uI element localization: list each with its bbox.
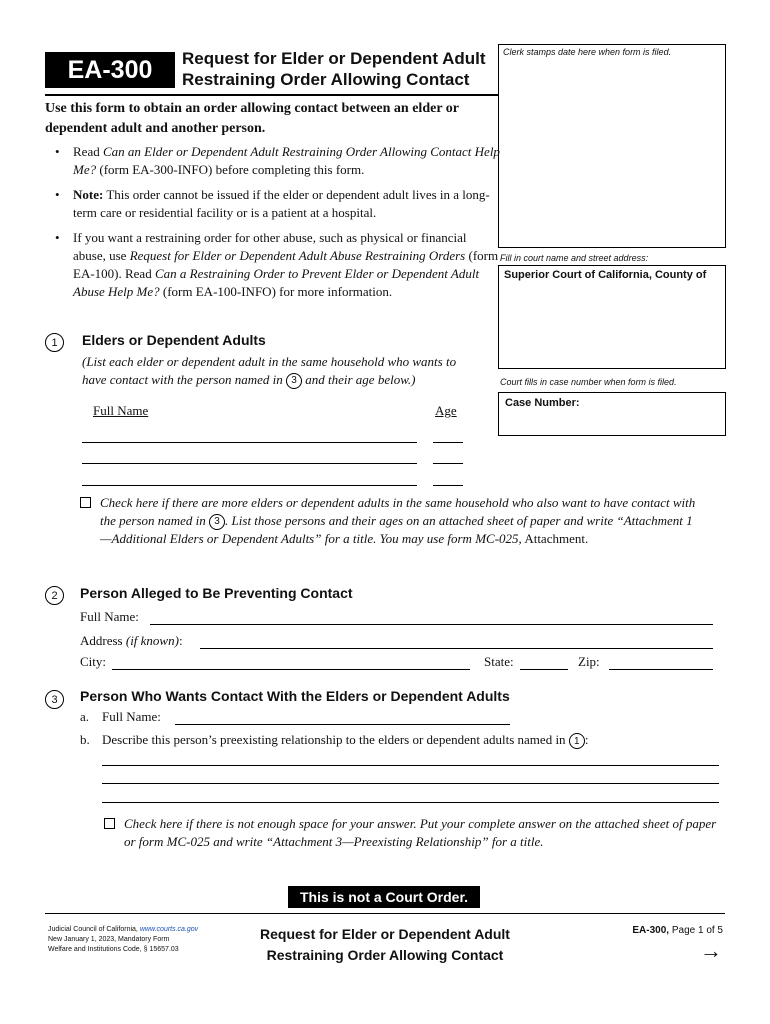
s2-zip-field[interactable] <box>609 669 713 670</box>
footer-title <box>230 924 540 966</box>
form-title-line2: Restraining Order Allowing Contact <box>182 70 470 89</box>
bullet1-rest: (form EA-300-INFO) before completing this form. <box>96 162 365 177</box>
s2-city-field[interactable] <box>112 669 470 670</box>
s3-a-label: Full Name: <box>102 709 161 724</box>
s3-full-name-field[interactable] <box>175 724 510 725</box>
footer-title-line1: Request for Elder or Dependent Adult <box>260 926 510 942</box>
intro-bullet-2 <box>55 186 500 222</box>
not-court-order-banner: This is not a Court Order. <box>288 886 480 908</box>
elder-name-1[interactable] <box>82 442 417 443</box>
col-full-name: Full Name <box>93 403 149 418</box>
s2-city-label: City: <box>80 654 107 669</box>
bullet1-title: Can an Elder or Dependent Adult Restraining Order Allowing Contact Help Me? <box>73 144 500 177</box>
intro-bullet-3 <box>55 229 500 301</box>
next-page-arrow-icon[interactable]: → <box>700 938 722 963</box>
footer-rule <box>45 913 725 914</box>
s2-zip-label: Zip: <box>578 654 600 669</box>
section1-number: 1 <box>45 333 64 352</box>
s2-full-name-field[interactable] <box>150 624 713 625</box>
court-name-label: Fill in court name and street address: <box>500 253 649 263</box>
s3-b-text: Describe this person’s preexisting relationship to the elders or dependent adults named in <box>102 732 569 747</box>
section1-instruction-b: and their age below.) <box>302 372 416 387</box>
form-title-line1: Request for Elder or Dependent Adult <box>182 49 486 68</box>
section1-heading: Elders or Dependent Adults <box>82 332 266 348</box>
bullet2-rest: This order cannot be issued if the elder or dependent adult lives in a long-term care or residential facility or is a patient at a hospital. <box>73 187 490 220</box>
footer-left <box>48 925 198 955</box>
s2-address-a: Address <box>80 633 126 648</box>
footer-date-line: New January 1, 2023, Mandatory Form <box>48 936 170 943</box>
section1-ref-circle: 3 <box>286 373 302 389</box>
s3-more-space-text: Check here if there is not enough space for your answer. Put your complete answer on the attached sheet of paper or form MC-025 and write “Attachment 3—Preexisting Relationship” for a title. <box>124 816 717 849</box>
footer-council-line <box>48 925 198 935</box>
elder-name-2[interactable] <box>82 463 417 464</box>
s2-address-field[interactable] <box>200 648 713 649</box>
header-rule <box>45 94 498 96</box>
s3-a-letter: a. <box>80 709 90 724</box>
case-number-box[interactable] <box>498 392 726 436</box>
section2-number: 2 <box>45 586 64 605</box>
footer-title-line2: Restraining Order Allowing Contact <box>266 947 504 963</box>
elder-name-3[interactable] <box>82 485 417 486</box>
s3-relationship-line-2[interactable] <box>102 783 719 784</box>
more-elders-ref-circle: 3 <box>209 514 225 530</box>
section2-heading: Person Alleged to Be Preventing Contact <box>80 585 353 601</box>
s2-address-label <box>80 633 183 649</box>
footer-council: Judicial Council of California, <box>48 926 140 933</box>
s3-relationship-line-1[interactable] <box>102 765 719 766</box>
case-number-note: Court fills in case number when form is filed. <box>500 377 677 387</box>
intro-bullet-1 <box>55 143 500 179</box>
bullet3-a: If you want a restraining order for other abuse, such as physical or financial abuse, use <box>73 230 467 263</box>
footer-form-id: EA-300, <box>632 925 670 936</box>
more-elders-text <box>100 494 700 548</box>
court-name-value: Superior Court of California, County of <box>504 269 707 281</box>
clerk-stamp-label: Clerk stamps date here when form is filed. <box>503 47 672 57</box>
more-elders-text-c: Attachment. <box>521 531 589 547</box>
bullet3-title2: Can a Restraining Order to Prevent Elder or Dependent Adult Abuse Help Me? <box>73 266 480 299</box>
elder-age-2[interactable] <box>433 463 463 464</box>
s2-state-label: State: <box>484 654 514 669</box>
footer-website-link[interactable]: www.courts.ca.gov <box>139 926 199 933</box>
elder-age-3[interactable] <box>433 485 463 486</box>
intro-bullets <box>55 143 500 308</box>
s3-b-ref-circle: 1 <box>569 733 585 749</box>
footer-page-number: Page 1 of 5 <box>669 925 723 936</box>
bullet1-read: Read <box>73 144 103 159</box>
case-number-label: Case Number: <box>505 397 580 409</box>
court-name-box[interactable] <box>498 265 726 369</box>
section3-heading: Person Who Wants Contact With the Elders or Dependent Adults <box>80 688 510 704</box>
more-elders-checkbox[interactable] <box>80 497 91 508</box>
bullet3-b: (form EA-100). Read <box>73 248 499 281</box>
bullet2-note: Note: <box>73 187 104 202</box>
section1-instruction <box>82 353 482 389</box>
more-elders-text-b: . List those persons and their ages on an attached sheet of paper and write “Attachment 1—Additional Elders or Dependent Adults” for a title. You may use form MC-025, <box>100 513 693 547</box>
footer-code-line: Welfare and Institutions Code, § 15657.03 <box>48 946 179 953</box>
form-id-badge: EA-300 <box>45 52 175 88</box>
elder-age-1[interactable] <box>433 442 463 443</box>
bullet3-title1: Request for Elder or Dependent Adult Abuse Restraining Orders <box>129 248 466 263</box>
s2-address-c: : <box>178 633 183 648</box>
s2-state-field[interactable] <box>520 669 568 670</box>
intro-heading: Use this form to obtain an order allowing contact between an elder or dependent adult and another person. <box>45 101 459 136</box>
s2-address-b: (if known) <box>125 633 179 648</box>
s3-more-space-checkbox[interactable] <box>104 818 115 829</box>
col-age: Age <box>435 403 457 418</box>
more-elders-text-a: Check here if there are more elders or dependent adults in the same household who also want to have contact with the person named in <box>100 495 696 528</box>
form-title <box>182 48 502 90</box>
section1-instruction-a: (List each elder or dependent adult in the same household who wants to have contact with the person named in <box>82 354 457 387</box>
s3-b-letter: b. <box>80 732 90 747</box>
s3-relationship-line-3[interactable] <box>102 802 719 803</box>
s2-full-name-label: Full Name: <box>80 609 139 624</box>
s3-b-label <box>102 732 588 749</box>
clerk-stamp-box[interactable] <box>498 44 726 248</box>
section3-number: 3 <box>45 690 64 709</box>
bullet3-c: (form EA-100-INFO) for more information. <box>159 284 393 299</box>
footer-page-info <box>595 925 723 936</box>
s3-b-end: : <box>584 732 589 747</box>
